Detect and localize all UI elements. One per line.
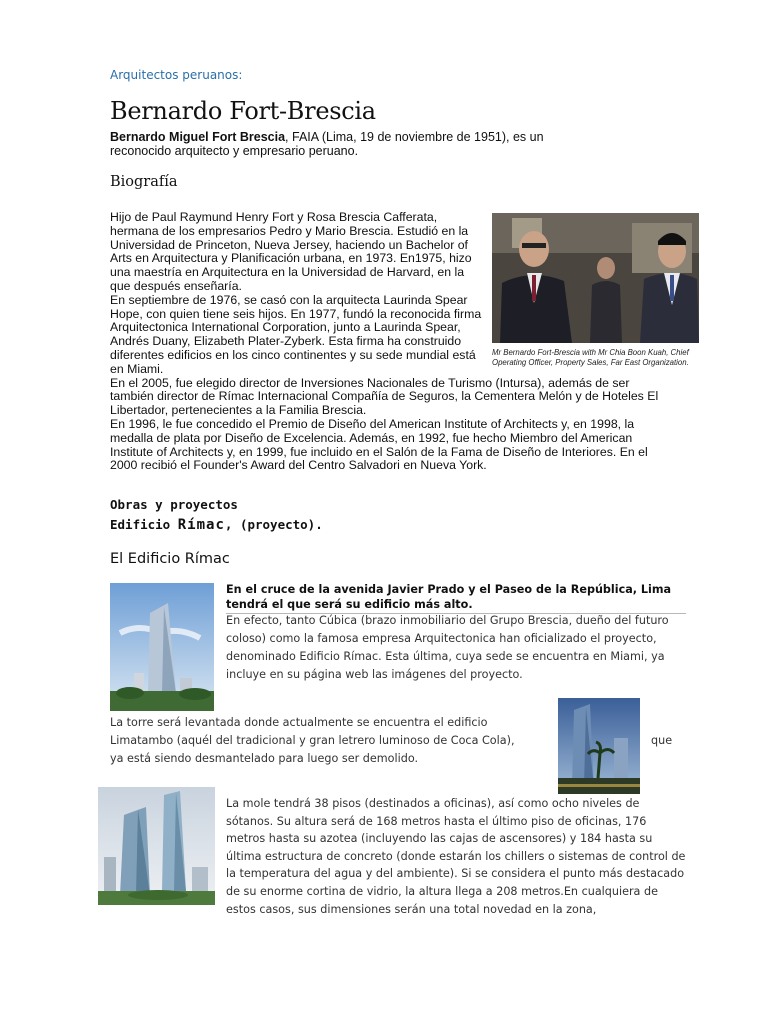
full-name: Bernardo Miguel Fort Brescia — [110, 130, 286, 144]
tower-render-image-1 — [110, 583, 214, 711]
bio-paragraph-2: En septiembre de 1976, se casó con la arquitecta Laurinda Spear Hope, con quien tiene seis hijos. En 1977, fundó la reconocida firma Arquitectonica International Corporation, junto a Laurinda Spear, Andrés Duany, Elizabeth Plater-Zyberk. Esta firma ha construido diferentes edificios en los cinco continentes y su sede mundial está en Miami. — [110, 292, 482, 376]
intro-text: , FAIA (Lima, 19 de noviembre de 1951), es un reconocido arquitecto y empresario peruano. — [110, 130, 544, 158]
category-label: Arquitectos peruanos: — [110, 68, 243, 82]
bio-paragraph-1: Hijo de Paul Raymund Henry Fort y Rosa Brescia Cafferata, hermana de los empresarios Pedro y Mario Brescia. Estudió en la Universidad de Princeton, Nueva Jersey, haciendo un Bachelor of Arts en Arquitectura y Planificación urbana, en 1973. En1975, hizo una maestría en Arquitectura en la Universidad de Harvard, en la que después enseñaría. — [110, 210, 472, 293]
portrait-photo — [492, 213, 699, 343]
page-title: Bernardo Fort-Brescia — [110, 97, 376, 125]
bio-paragraph-3: En el 2005, fue elegido director de Inversiones Nacionales de Turismo (Intursa), además de ser también director de Rímac Internacional Compañía de Seguros, la Cementera Melón y de Hoteles El Libertador, pertenecientes a la Familia Brescia. — [110, 375, 659, 418]
rimac-heading: El Edificio Rímac — [110, 551, 230, 567]
intro-paragraph — [110, 130, 570, 158]
rimac-paragraph-2 — [110, 714, 550, 768]
obras-heading: Obras y proyectos — [110, 497, 238, 512]
rimac-paragraph-2-text: La torre será levantada donde actualmente se encuentra el edificio Limatambo (aquél del tradicional y gran letrero luminoso de Coca Cola), — [110, 716, 515, 747]
biografia-heading: Biografía — [110, 174, 178, 190]
rimac-paragraph-3: La mole tendrá 38 pisos (destinados a oficinas), así como ocho niveles de sótanos. Su altura será de 168 metros hasta el último piso de oficinas, 176 metros hasta su azotea (incluyendo las cajas de ascensores) y 184 hasta su última estructura de concreto (donde estarán los chillers o sistemas de control de la temperatura del agua y del ambiente). Si se considera el punto más destacado de su enorme cortina de vidrio, la altura llega a 208 metros.En cualquiera de estos casos, sus dimensiones serán una total novedad en la zona, — [226, 797, 686, 916]
rimac-paragraph-2-que: que — [651, 734, 673, 747]
rimac-paragraph-1: En efecto, tanto Cúbica (brazo inmobiliario del Grupo Brescia, dueño del futuro coloso) como la famosa empresa Arquitectonica han oficializado el proyecto, denominado Edificio Rímac. Esta última, cuya sede se encuentra en Miami, ya incluye en su página web las imágenes del proyecto. — [226, 614, 669, 681]
rimac-paragraph-2-end: ya está siendo desmantelado para luego ser demolido. — [110, 752, 419, 765]
proyecto-label: , (proyecto). — [224, 517, 323, 532]
obras-block — [110, 495, 323, 535]
rimac-name: Rímac — [177, 517, 225, 533]
edificio-label: Edificio — [110, 517, 178, 532]
bio-paragraph-4: En 1996, le fue concedido el Premio de Diseño del American Institute of Architects y, en 1998, la medalla de plata por Diseño de Excelencia. Además, en 1992, fue hecho Miembro del American Institute of Architects y, en 1999, fue incluido en el Salón de la Fama de Diseño de Interiores. En el 2000 recibió el Founder's Award del Centro Salvadori en Nueva York. — [110, 416, 648, 473]
tower-render-image-2 — [558, 698, 640, 794]
photo-caption: Mr Bernardo Fort-Brescia with Mr Chia Boon Kuah, Chief Operating Officer, Property Sales, Far East Organization. — [492, 348, 689, 367]
edificio-line — [110, 515, 323, 535]
rimac-lead: En el cruce de la avenida Javier Prado y el Paseo de la República, Lima tendrá el que será su edificio más alto. — [226, 582, 686, 614]
tower-render-image-3 — [98, 787, 215, 905]
